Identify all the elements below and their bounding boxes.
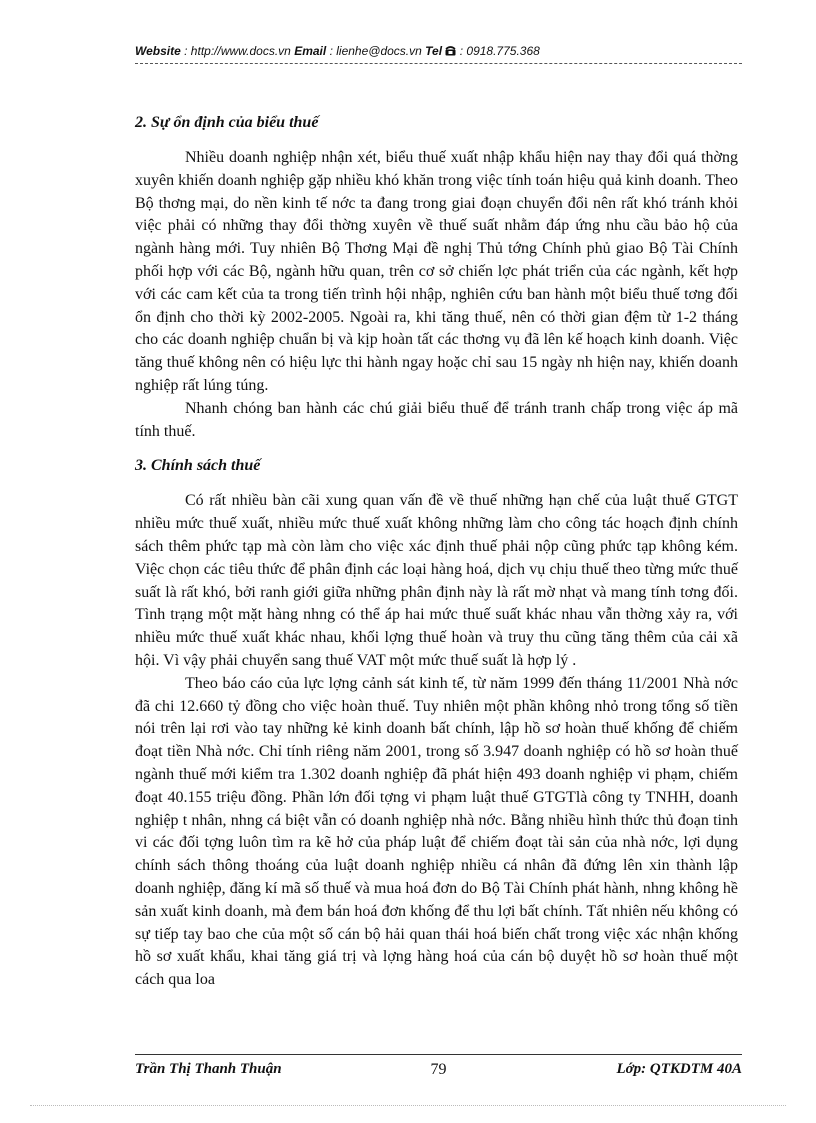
section-tax-policy	[135, 455, 738, 992]
page-header	[135, 44, 742, 58]
paragraph: Nhanh chóng ban hành các chú giải biểu thuế để tránh tranh chấp trong việc áp mã tính thuế.	[135, 399, 738, 440]
section-heading: 3. Chính sách thuế	[135, 457, 261, 475]
email-value[interactable]: : lienhe@docs.vn	[329, 44, 422, 58]
footer-author: Trần Thị Thanh Thuận	[135, 1061, 282, 1077]
bottom-dotted-rule	[30, 1105, 786, 1106]
section-sovereignty	[135, 112, 738, 443]
document-body	[135, 112, 738, 992]
website-label: Website	[135, 44, 181, 58]
footer-divider	[135, 1054, 742, 1055]
header-divider	[135, 63, 742, 64]
paragraph: Nhiều doanh nghiệp nhận xét, biểu thuế xuất nhập khẩu hiện nay thay đổi quá thờng xuyên khiến doanh nghiệp gặp nhiều khó khăn trong việc tính toán hiệu quả kinh doanh. Theo Bộ thơng mại, do nền kinh tế nớc ta đang trong giai đoạn chuyển đổi nên rất khó tránh khỏi việc phải có những thay đổi thờng xuyên về thuế suất nhằm đáp ứng nhu cầu bảo hộ của ngành hàng mới. Tuy nhiên Bộ Thơng Mại đề nghị Thủ tớng Chính phủ giao Bộ Tài Chính phối hợp với các Bộ, ngành hữu quan, trên cơ sở chiến lợc phát triển của các ngành, kết hợp với các cam kết của ta trong tiến trình hội nhập, nghiên cứu ban hành một biểu thuế tơng đối ổn định cho thời kỳ 2002-2005. Ngoài ra, khi tăng thuế, nên có thời gian đệm từ 1-2 tháng cho các doanh nghiệp chuẩn bị và kịp hoàn tất các thơng vụ đã lên kế hoạch kinh doanh. Việc tăng thuế không nên có hiệu lực thi hành ngay hoặc chỉ sau 15 ngày nh hiện nay, khiến doanh nghiệp rất lúng túng.	[135, 149, 738, 394]
page-number: 79	[430, 1061, 447, 1078]
tel-value: : 0918.775.368	[459, 44, 540, 58]
phone-icon	[445, 44, 459, 58]
tel-label: Tel	[425, 44, 443, 58]
page-footer	[135, 1061, 742, 1083]
email-label: Email	[294, 44, 327, 58]
footer-class: Lớp: QTKDTM 40A	[616, 1061, 742, 1077]
paragraph: Có rất nhiều bàn cãi xung quan vấn đề về thuế những hạn chế của luật thuế GTGT nhiều mức thuế xuất, nhiều mức thuế xuất không những làm cho công tác hoạch định chính sách thêm phức tạp mà còn làm cho việc xác định thuế phải nộp cũng phức tạp không kém. Việc chọn các tiêu thức để phân định các loại hàng hoá, dịch vụ chịu thuế theo từng mức thuế suất là rất khó, bởi ranh giới giữa những phân định này là rất mờ nhạt và mang tính tơng đối. Tình trạng một mặt hàng nhng có thể áp hai mức thuế suất khác nhau vẫn thờng xảy ra, với nhiều mức thuế xuất khác nhau, khối lợng thuế hoàn và truy thu cũng tăng thêm của cải xã hội. Vì vậy phải chuyển sang thuế VAT một mức thuế suất là hợp lý .	[135, 492, 738, 669]
paragraph: Theo báo cáo của lực lợng cảnh sát kinh tế, từ năm 1999 đến tháng 11/2001 Nhà nớc đã chi 12.660 tỷ đồng cho việc hoàn thuế. Tuy nhiên một phần không nhỏ trong tổng số tiền nói trên lại rơi vào tay những kẻ kinh doanh bất chính, lập hồ sơ hoàn thuế khống để chiếm đoạt tiền Nhà nớc. Chỉ tính riêng năm 2001, trong số 3.947 doanh nghiệp có hồ sơ hoàn thuế ngành thuế mới kiểm tra 1.302 doanh nghiệp đã phát hiện 493 doanh nghiệp vi phạm, chiếm đoạt 40.155 triệu đồng. Phần lớn đối tợng vi phạm luật thuế GTGTlà công ty TNHH, doanh nghiệp t nhân, nhng cá biệt vẫn có doanh nghiệp nhà nớc. Bằng nhiều hình thức thủ đoạn tinh vi các đối tợng luôn tìm ra kẽ hở của pháp luật để chiếm đoạt tài sản của nhà nớc, lợi dụng chính sách thông thoáng của luật doanh nghiệp nhiều cá nhân đã đứng lên xin thành lập doanh nghiệp, đăng kí mã số thuế và mua hoá đơn do Bộ Tài Chính phát hành, nhng không hề sản xuất kinh doanh, mà đem bán hoá đơn khống để thu lợi bất chính. Tất nhiên nếu không có sự tiếp tay bao che của một số cán bộ hải quan thái hoá biến chất trong việc xác nhận khống hồ sơ xuất khẩu, khai tăng giá trị và lợng hàng hoá của cán bộ duyệt hồ sơ hoàn thuế một cách qua loa	[135, 674, 738, 989]
section-heading: 2. Sự ổn định của biểu thuế	[135, 114, 319, 131]
website-value[interactable]: : http://www.docs.vn	[184, 44, 291, 58]
